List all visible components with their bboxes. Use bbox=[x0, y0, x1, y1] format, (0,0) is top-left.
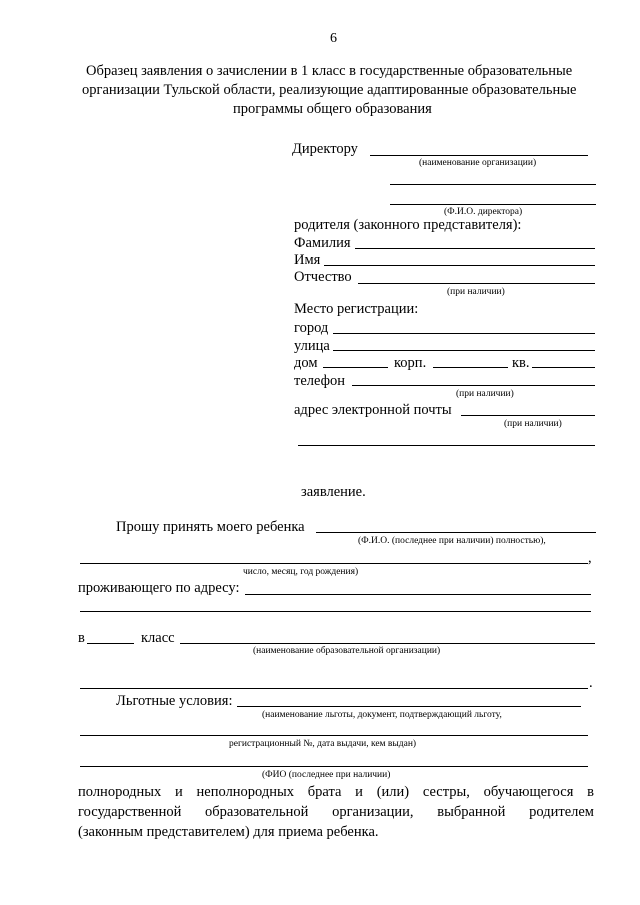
building-field[interactable] bbox=[433, 367, 508, 368]
class-label: класс bbox=[141, 630, 175, 646]
sibling-fio-field[interactable] bbox=[80, 766, 588, 767]
apartment-label: кв. bbox=[512, 355, 530, 371]
grade-field[interactable] bbox=[87, 643, 134, 644]
apartment-field[interactable] bbox=[532, 367, 595, 368]
director-label: Директору bbox=[292, 141, 358, 157]
house-label: дом bbox=[294, 355, 318, 371]
in-label: в bbox=[78, 630, 85, 646]
final-line-3: (законным представителем) для приема ребенка. bbox=[78, 824, 379, 840]
title-line-1: Образец заявления о зачислении в 1 класс в государственные образовательные bbox=[86, 63, 573, 79]
address-label: проживающего по адресу: bbox=[78, 580, 240, 596]
document-heading: заявление. bbox=[301, 484, 366, 500]
benefits-label: Льготные условия: bbox=[116, 693, 233, 709]
director-fio-hint: (Ф.И.О. директора) bbox=[444, 207, 523, 217]
street-label: улица bbox=[294, 338, 330, 354]
director-org-field[interactable] bbox=[370, 155, 588, 156]
director-fio-field-2[interactable] bbox=[390, 204, 596, 205]
title-line-2: организации Тульской области, реализующие адаптированные образовательные bbox=[82, 82, 577, 98]
extra-field[interactable] bbox=[298, 445, 595, 446]
house-field[interactable] bbox=[323, 367, 388, 368]
benefit-hint: (наименование льготы, документ, подтверждающий льготу, bbox=[262, 710, 502, 720]
period: . bbox=[589, 675, 593, 691]
final-line-1: полнородных и неполнородных брата и (или) сестры, обучающегося в bbox=[78, 784, 594, 800]
edu-org-hint: (наименование образовательной организации) bbox=[253, 646, 441, 656]
street-field[interactable] bbox=[333, 350, 595, 351]
birthdate-hint: число, месяц, год рождения) bbox=[243, 567, 359, 577]
final-line-2: государственной образовательной организации, выбранной родителем bbox=[78, 804, 594, 820]
parent-label: родителя (законного представителя): bbox=[294, 217, 522, 233]
registration-label: Место регистрации: bbox=[294, 301, 419, 317]
final-paragraph bbox=[78, 782, 594, 842]
edu-org-field[interactable] bbox=[180, 643, 595, 644]
child-fio-hint: (Ф.И.О. (последнее при наличии) полностью), bbox=[358, 536, 546, 546]
email-hint: (при наличии) bbox=[504, 419, 562, 429]
surname-field[interactable] bbox=[355, 248, 595, 249]
director-fio-field-1[interactable] bbox=[390, 184, 596, 185]
fio-hint: (ФИО (последнее при наличии) bbox=[262, 770, 391, 780]
page-number: 6 bbox=[330, 31, 337, 46]
surname-label: Фамилия bbox=[294, 235, 351, 251]
registration-hint: регистрационный №, дата выдачи, кем выдан) bbox=[229, 739, 417, 749]
city-label: город bbox=[294, 320, 329, 336]
patronymic-field[interactable] bbox=[358, 283, 595, 284]
child-fio-field[interactable] bbox=[316, 532, 596, 533]
phone-label: телефон bbox=[294, 373, 346, 389]
patronymic-label: Отчество bbox=[294, 269, 352, 285]
benefits-field[interactable] bbox=[237, 706, 581, 707]
name-field[interactable] bbox=[324, 265, 595, 266]
benefits-field-2[interactable] bbox=[80, 735, 588, 736]
address-field-2[interactable] bbox=[80, 611, 591, 612]
title-line-3: программы общего образования bbox=[233, 101, 432, 117]
edu-org-field-2[interactable] bbox=[80, 688, 588, 689]
email-label: адрес электронной почты bbox=[294, 402, 452, 418]
patronymic-hint: (при наличии) bbox=[447, 287, 505, 297]
building-label: корп. bbox=[394, 355, 427, 371]
request-text: Прошу принять моего ребенка bbox=[116, 519, 305, 535]
address-field-1[interactable] bbox=[245, 594, 591, 595]
org-hint: (наименование организации) bbox=[419, 158, 537, 168]
phone-hint: (при наличии) bbox=[456, 389, 514, 399]
city-field[interactable] bbox=[333, 333, 595, 334]
phone-field[interactable] bbox=[352, 385, 595, 386]
email-field[interactable] bbox=[461, 415, 595, 416]
name-label: Имя bbox=[294, 252, 321, 268]
comma: , bbox=[588, 550, 592, 566]
child-fio-field-2[interactable] bbox=[80, 563, 588, 564]
